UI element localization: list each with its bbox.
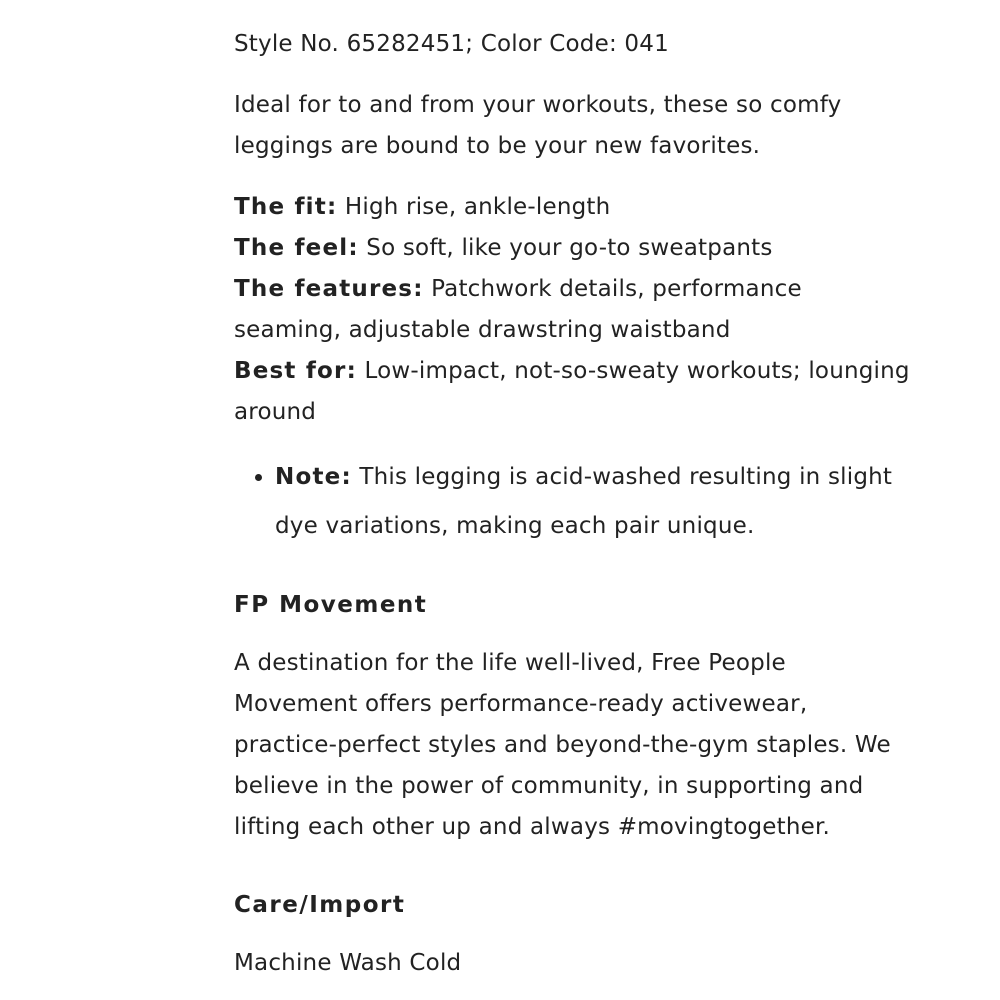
- attribute-best-for: [234, 351, 914, 433]
- note-text: This legging is acid-washed resulting in slight dye variations, making each pair unique.: [275, 464, 893, 539]
- product-description: [234, 24, 914, 984]
- attribute-value: Patchwork details, performance seaming, adjustable drawstring waistband: [234, 276, 802, 343]
- attribute-feel: [234, 228, 914, 269]
- product-intro: Ideal for to and from your workouts, these so comfy leggings are bound to be your new favorites.: [234, 92, 842, 159]
- attribute-features: [234, 269, 914, 351]
- style-number: Style No. 65282451; Color Code: 041: [234, 31, 669, 57]
- attribute-label: The fit:: [234, 194, 338, 220]
- list-item-note: [275, 453, 914, 551]
- attribute-value: High rise, ankle-length: [344, 194, 611, 220]
- attribute-value: So soft, like your go-to sweatpants: [366, 235, 773, 261]
- attribute-value: Low-impact, not-so-sweaty workouts; lounging around: [234, 358, 910, 425]
- movement-heading: FP Movement: [234, 592, 428, 618]
- movement-body: A destination for the life well-lived, Free People Movement offers performance-ready activewear, practice-perfect styles and beyond-the-gym staples. We believe in the power of community, in supporting and lifting each other up and always #movingtogether.: [234, 650, 891, 840]
- attribute-label: Best for:: [234, 358, 357, 384]
- note-label: Note:: [275, 464, 352, 490]
- attribute-fit: [234, 187, 914, 228]
- care-body: Machine Wash Cold: [234, 950, 462, 976]
- care-heading: Care/Import: [234, 892, 406, 918]
- notes-list: [234, 453, 914, 551]
- product-attributes: [234, 187, 914, 433]
- attribute-label: The feel:: [234, 235, 359, 261]
- attribute-label: The features:: [234, 276, 424, 302]
